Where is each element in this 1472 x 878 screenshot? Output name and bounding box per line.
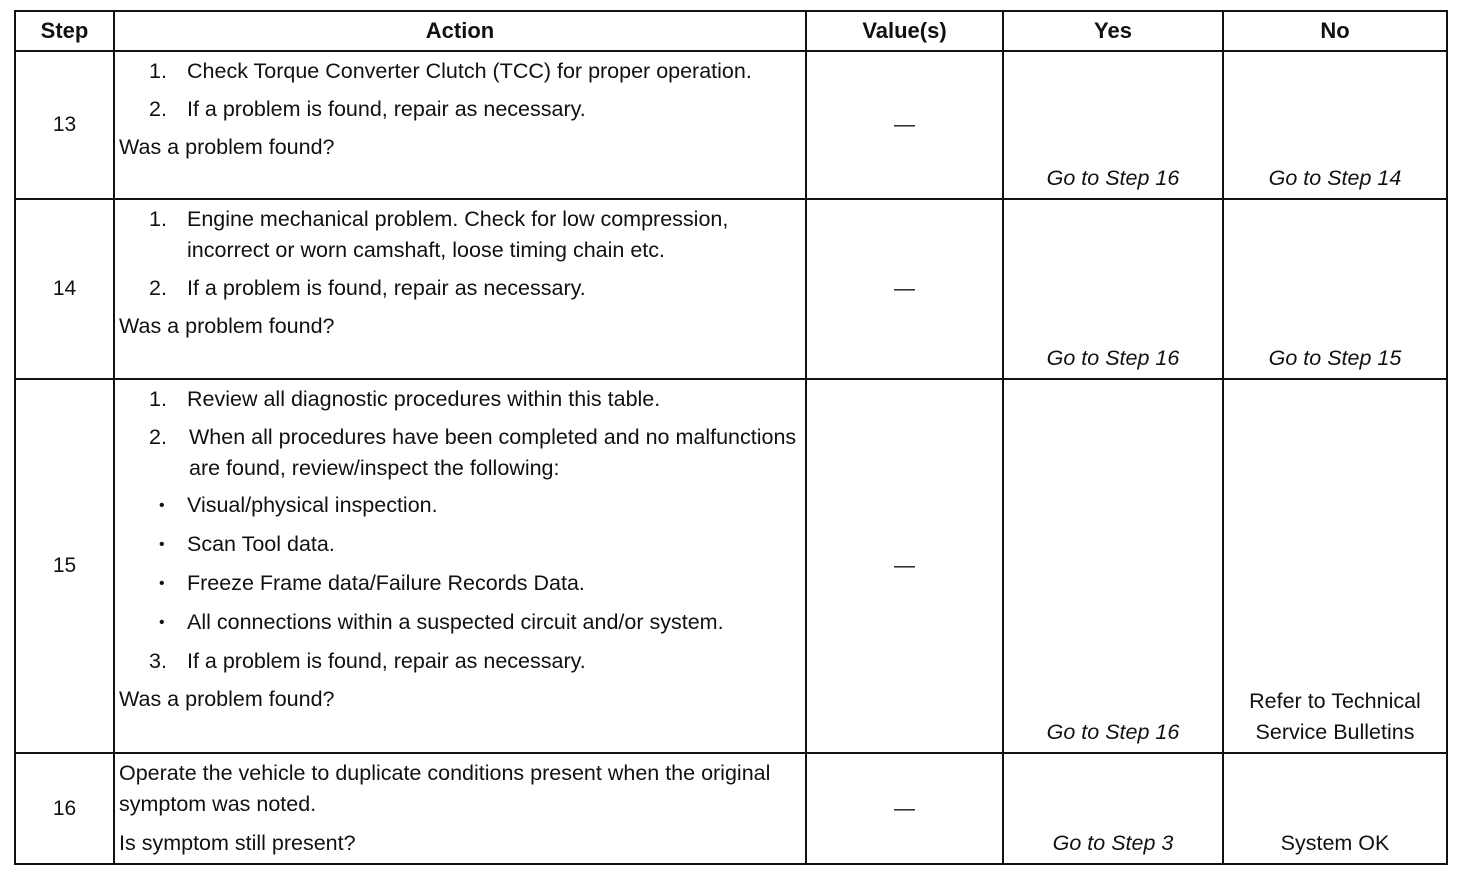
action-cell [114, 51, 806, 199]
no-cell: System OK [1223, 753, 1447, 864]
list-item: 1. Check Torque Converter Clutch (TCC) for proper operation. [149, 59, 752, 83]
list-item: 1. Engine mechanical problem. Check for low compression, incorrect or worn camshaft, loose timing chain etc. [149, 207, 729, 262]
action-list [119, 384, 799, 677]
question-text: Was a problem found? [119, 687, 335, 711]
bullet-item: • Visual/physical inspection. [153, 490, 799, 521]
header-action: Action [114, 11, 806, 51]
diagnostic-table [14, 10, 1448, 865]
no-cell: Go to Step 15 [1223, 199, 1447, 379]
bullet-item: • All connections within a suspected circuit and/or system. [153, 607, 799, 638]
table-row [15, 51, 1447, 199]
no-cell [1223, 379, 1447, 753]
bullet-item: • Freeze Frame data/Failure Records Data. [153, 568, 799, 599]
value-cell: — [806, 199, 1003, 379]
header-step: Step [15, 11, 114, 51]
action-list [119, 204, 799, 304]
action-text: Operate the vehicle to duplicate conditions present when the original symptom was noted. [119, 761, 771, 816]
list-item: 2. If a problem is found, repair as necessary. [149, 97, 586, 121]
step-number: 14 [15, 199, 114, 379]
value-cell: — [806, 379, 1003, 753]
bullet-item: • Scan Tool data. [153, 529, 799, 560]
header-no: No [1223, 11, 1447, 51]
question-text: Is symptom still present? [119, 831, 356, 855]
action-cell [114, 379, 806, 753]
action-list [119, 56, 799, 125]
list-item: 2. If a problem is found, repair as necessary. [149, 276, 586, 300]
yes-cell: Go to Step 3 [1003, 753, 1223, 864]
action-cell [114, 199, 806, 379]
question-text: Was a problem found? [119, 314, 335, 338]
no-line-1: Refer to Technical [1249, 689, 1421, 713]
header-row [15, 11, 1447, 51]
list-item: 1. Review all diagnostic procedures within this table. [149, 387, 661, 411]
step-number: 13 [15, 51, 114, 199]
no-line-2: Service Bulletins [1255, 720, 1415, 744]
step-number: 15 [15, 379, 114, 753]
header-values: Value(s) [806, 11, 1003, 51]
table-row [15, 379, 1447, 753]
yes-cell: Go to Step 16 [1003, 51, 1223, 199]
inspection-list [153, 490, 799, 638]
question-text: Was a problem found? [119, 135, 335, 159]
list-item: 2. When all procedures have been completed and no malfunctions are found, review/inspect the following: • Visual/physical inspection. • Scan Tool data. • Freeze Frame data/Failure Records Data. • All connections within a suspected circuit and/or system. [119, 422, 799, 638]
yes-cell: Go to Step 16 [1003, 199, 1223, 379]
list-item: 3. If a problem is found, repair as necessary. [149, 649, 586, 673]
value-cell: — [806, 753, 1003, 864]
value-cell: — [806, 51, 1003, 199]
header-yes: Yes [1003, 11, 1223, 51]
table-row [15, 199, 1447, 379]
no-cell: Go to Step 14 [1223, 51, 1447, 199]
table-row [15, 753, 1447, 864]
yes-cell: Go to Step 16 [1003, 379, 1223, 753]
step-number: 16 [15, 753, 114, 864]
action-cell [114, 753, 806, 864]
